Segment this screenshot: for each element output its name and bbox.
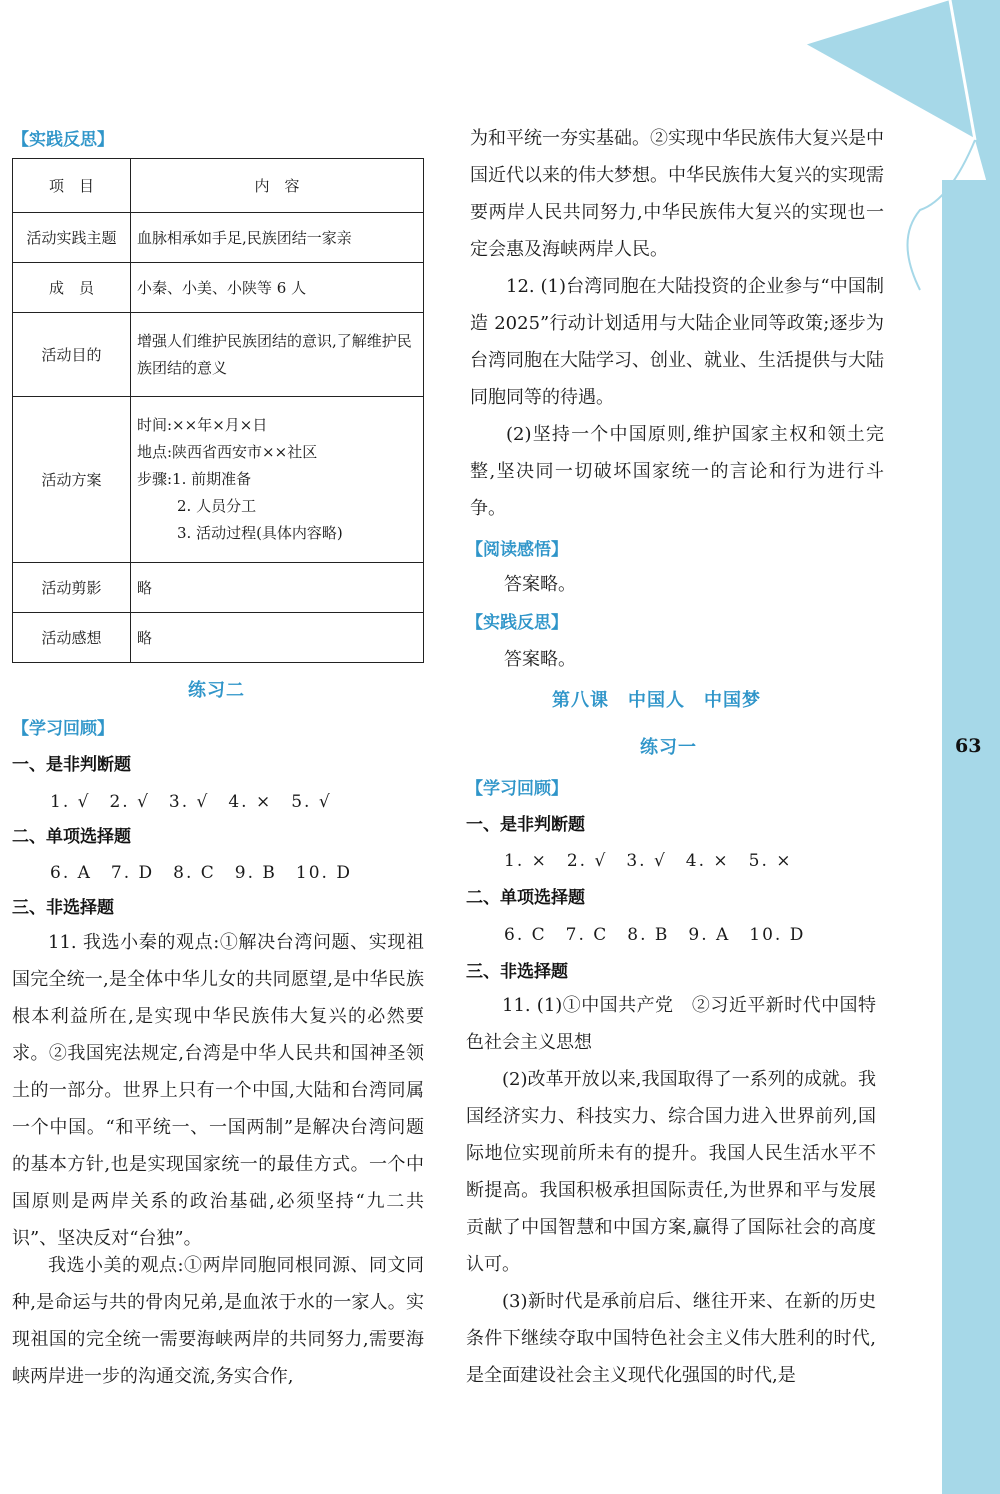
plan-step-1: 步骤:1. 前期准备 (137, 470, 252, 488)
judge-answers: 1. √ 2. √ 3. √ 4. × 5. √ (50, 792, 332, 812)
table-row-plan (131, 397, 424, 563)
nonchoice-heading-right: 三、非选择题 (466, 962, 568, 982)
review-tag: 【学习回顾】 (12, 719, 114, 739)
table-header-content: 内 容 (131, 159, 424, 213)
table-row (13, 397, 424, 563)
judge-answers-right: 1. × 2. √ 3. √ 4. × 5. × (504, 851, 793, 871)
answer-12-2: (2)坚持一个中国原则,维护国家主权和领土完整,坚决同一切破坏国家统一的言论和行为进行斗争。 (470, 424, 884, 519)
practice-tag: 【实践反思】 (466, 613, 568, 633)
reading-answer: 答案略。 (504, 574, 576, 595)
nonchoice-heading: 三、非选择题 (12, 898, 114, 918)
practice-answer: 答案略。 (504, 649, 576, 670)
table-row-key: 活动实践主题 (13, 213, 131, 263)
table-row-key: 成 员 (13, 263, 131, 313)
answer-r11-2: (2)改革开放以来,我国取得了一系列的成就。我国经济实力、科技实力、综合国力进入世界前列,国际地位实现前所未有的提升。我国人民生活水平不断提高。我国积极承担国际责任,为世界和平与发展贡献了中国智慧和中国方案,赢得了国际社会的高度认可。 (466, 1069, 876, 1275)
table-row-value: 小秦、小美、小陕等 6 人 (131, 263, 424, 313)
table-row (13, 613, 424, 663)
table-row-value: 增强人们维护民族团结的意识,了解维护民族团结的意义 (131, 313, 424, 397)
table-row-value: 略 (131, 613, 424, 663)
answer-r11-3: (3)新时代是承前启后、继往开来、在新的历史条件下继续夺取中国特色社会主义伟大胜利的时代,是全面建设社会主义现代化强国的时代,是 (466, 1291, 876, 1386)
practice-reflection-tag: 【实践反思】 (12, 130, 114, 150)
lesson-title: 第八课 中国人 中国梦 (552, 690, 761, 711)
plan-place: 地点:陕西省西安市××社区 (137, 443, 318, 461)
plan-step-2: 2. 人员分工 (177, 497, 257, 515)
review-tag-right: 【学习回顾】 (466, 779, 568, 799)
answer-11-mei: 我选小美的观点:①两岸同胞同根同源、同文同种,是命运与共的骨肉兄弟,是血浓于水的一家人。实现祖国的完全统一需要海峡两岸的共同努力,需要海峡两岸进一步的沟通交流,务实合作, (12, 1255, 424, 1387)
choice-heading: 二、单项选择题 (12, 827, 131, 847)
activity-table (12, 158, 424, 663)
choice-answers-right: 6. C 7. C 8. B 9. A 10. D (504, 925, 806, 945)
plan-time: 时间:××年×月×日 (137, 416, 268, 434)
table-row-key: 活动剪影 (13, 563, 131, 613)
answer-11-qin: 11. 我选小秦的观点:①解决台湾问题、实现祖国完全统一,是全体中华儿女的共同愿望,是中华民族根本利益所在,是实现中华民族伟大复兴的必然要求。②我国宪法规定,台湾是中华人民共和国神圣领土的一部分。世界上只有一个中国,大陆和台湾同属一个中国。“和平统一、一国两制”是解决台湾问题的基本方针,也是实现国家统一的最佳方式。一个中国原则是两岸关系的政治基础,必须坚持“九二共识”、坚决反对“台独”。 (12, 932, 424, 1249)
choice-answers: 6. A 7. D 8. C 9. B 10. D (50, 863, 352, 883)
answer-12-1: 12. (1)台湾同胞在大陆投资的企业参与“中国制造 2025”行动计划适用与大陆企业同等政策;逐步为台湾同胞在大陆学习、创业、就业、生活提供与大陆同胞同等的待遇。 (470, 276, 884, 408)
choice-heading-right: 二、单项选择题 (466, 888, 585, 908)
exercise-title: 练习二 (188, 680, 245, 701)
answer-r11-1: 11. (1)①中国共产党 ②习近平新时代中国特色社会主义思想 (466, 995, 876, 1053)
table-header-row (13, 159, 424, 213)
side-color-band (942, 180, 1000, 1494)
table-header-item: 项 目 (13, 159, 131, 213)
table-row-key: 活动感想 (13, 613, 131, 663)
page-number: 63 (955, 735, 982, 757)
table-row (13, 213, 424, 263)
table-row (13, 263, 424, 313)
table-row-key: 活动方案 (13, 397, 131, 563)
judge-heading: 一、是非判断题 (12, 755, 131, 775)
answer-11-continued: 为和平统一夯实基础。②实现中华民族伟大复兴是中国近代以来的伟大梦想。中华民族伟大复兴的实现需要两岸人民共同努力,中华民族伟大复兴的实现也一定会惠及海峡两岸人民。 (470, 128, 884, 260)
table-row (13, 563, 424, 613)
table-row-value: 略 (131, 563, 424, 613)
exercise-title-right: 练习一 (640, 737, 697, 758)
reading-tag: 【阅读感悟】 (466, 540, 568, 560)
table-row-value: 血脉相承如手足,民族团结一家亲 (131, 213, 424, 263)
table-row (13, 313, 424, 397)
plan-step-3: 3. 活动过程(具体内容略) (177, 524, 343, 542)
table-row-key: 活动目的 (13, 313, 131, 397)
judge-heading-right: 一、是非判断题 (466, 815, 585, 835)
